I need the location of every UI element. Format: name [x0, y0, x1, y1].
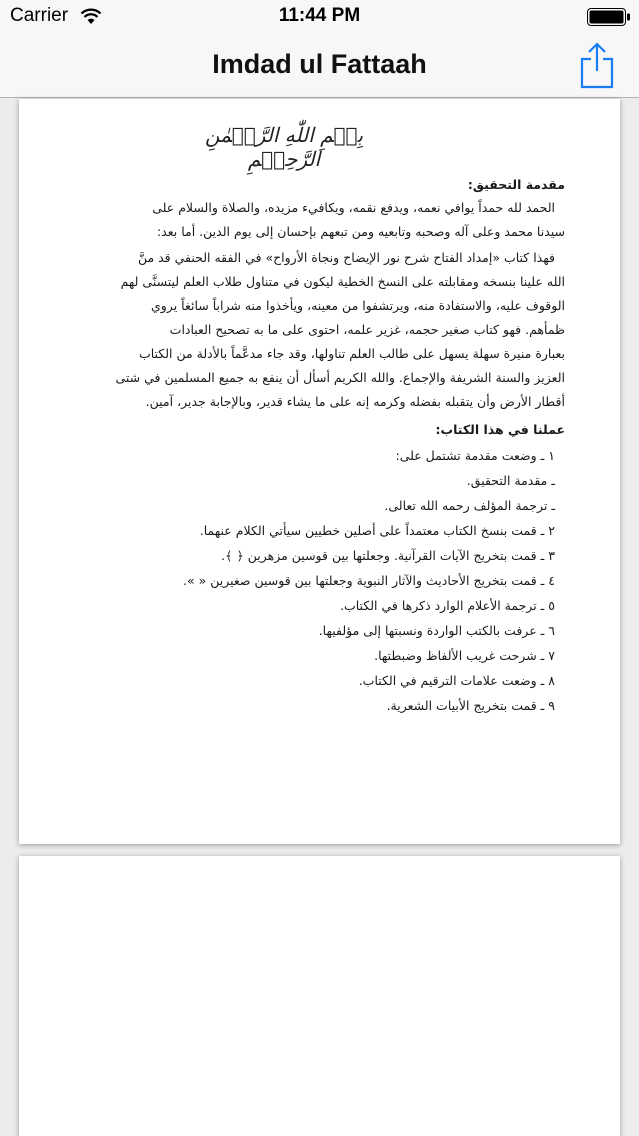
- list-item: ٤ ـ قمت بتخريج الأحاديث والآثار النبوية وجعلتها بين قوسين صغيرين « ».: [183, 573, 555, 588]
- list-item: ١ ـ وضعت مقدمة تشتمل على:: [395, 448, 555, 463]
- nav-title: Imdad ul Fattaah: [212, 49, 427, 79]
- text-line: فهذا كتاب «إمداد الفتاح شرح نور الإيضاح ونجاة الأرواح» في الفقه الحنفي قد منَّ: [137, 250, 555, 265]
- pdf-page[interactable]: [19, 99, 620, 844]
- text-line: الحمد لله حمداً يوافي نعمه، ويدفع نقمه، ويكافيء مزيده، والصلاة والسلام على: [152, 200, 555, 215]
- list-item: ـ مقدمة التحقيق.: [466, 473, 555, 488]
- share-icon[interactable]: [577, 41, 617, 89]
- list-item: ٨ ـ وضعت علامات الترقيم في الكتاب.: [358, 673, 555, 688]
- text-line: بعبارة منيرة سهلة يسهل على طالب العلم تناولها، وقد جاء مدعَّماً بالأدلة من الكتاب: [138, 346, 565, 361]
- list-item: ٥ ـ ترجمة الأعلام الوارد ذكرها في الكتاب.: [339, 598, 555, 613]
- text-line: سيدنا محمد وعلى آله وصحبه وتابعيه ومن تبعهم بإحسان إلى يوم الدين. أما بعد:: [156, 224, 565, 239]
- list-item: ٢ ـ قمت بنسخ الكتاب معتمداً على أصلين خطيين سيأتي الكلام عنهما.: [199, 523, 555, 538]
- pdf-page[interactable]: [19, 856, 620, 1136]
- text-line: أقطار الأرض وأن يتقبله بفضله وكرمه إنه على ما يشاء قدير، وبالإجابة جدير، آمين.: [145, 394, 565, 409]
- carrier-label: Carrier: [10, 5, 69, 26]
- list-item: ـ ترجمة المؤلف رحمه الله تعالى.: [384, 498, 555, 513]
- list-item: ٦ ـ عرفت بالكتب الواردة ونسبتها إلى مؤلفيها.: [318, 623, 555, 638]
- text-line: العزيز والسنة الشريفة والإجماع. والله الكريم أسأل أن ينفع به جميع المسلمين في شتى: [115, 370, 565, 385]
- text-line: ظمأهم. فهو كتاب صغير حجمه، غزير علمه، احتوى على ما به تصحيح العبادات: [169, 322, 565, 337]
- basmala: بِسۡمِ اللّٰهِ الرَّحۡمٰنِ الرَّحِيۡمِ: [204, 123, 364, 171]
- status-time: 11:44 PM: [278, 5, 361, 26]
- list-item: ٣ ـ قمت بتخريج الآيات القرآنية. وجعلتها بين قوسين مزهرين ﴿ ﴾.: [221, 548, 555, 563]
- list-item: ٧ ـ شرحت غريب الألفاظ وضبطتها.: [374, 648, 555, 663]
- section-heading: مقدمة التحقيق:: [467, 177, 565, 192]
- navigation-bar: [0, 36, 639, 98]
- list-item: ٩ ـ قمت بتخريج الأبيات الشعرية.: [386, 698, 555, 713]
- text-line: الوقوف عليه، والاستفادة منه، ويرتشفوا من معينه، ويأخذوا منه شراباً سائغاً يروي: [150, 298, 565, 313]
- section-heading: عملنا في هذا الكتاب:: [435, 422, 565, 437]
- status-bar: [0, 0, 639, 36]
- text-line: الله علينا بنسخه ومقابلته على النسخ الخطية ليكون في متناول طلاب العلم ليتسنَّى لهم: [120, 274, 565, 289]
- battery-icon: [587, 8, 631, 26]
